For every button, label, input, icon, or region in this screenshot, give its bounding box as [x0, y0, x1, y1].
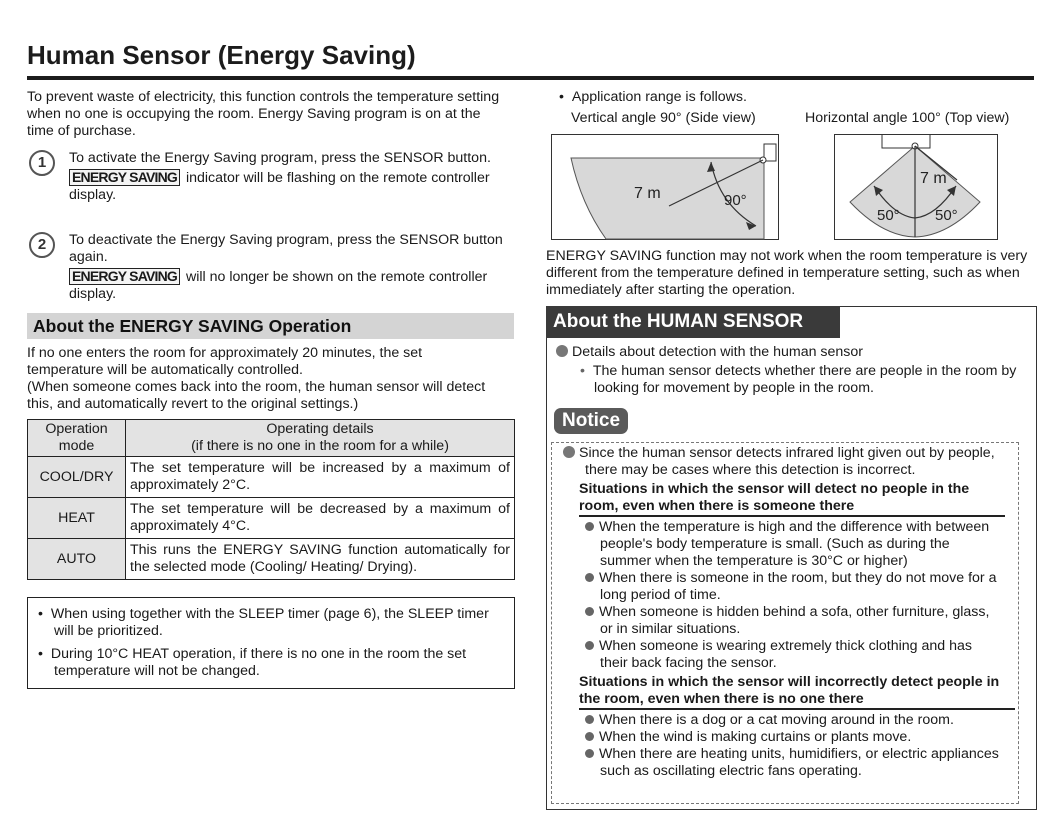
- mode-cell: AUTO: [28, 539, 126, 580]
- group-1-title: Situations in which the sensor will detect no people in the room, even when there is someone there: [579, 481, 1005, 517]
- notice-content: [563, 445, 1003, 780]
- vertical-caption: Vertical angle 90° (Side view): [571, 110, 756, 126]
- notice-tag: Notice: [554, 408, 628, 434]
- top-view-diagram: [834, 134, 998, 240]
- energy-saving-indicator-icon: ENERGY SAVING: [69, 169, 180, 186]
- list-item: When someone is hidden behind a sofa, other furniture, glass, or in similar situations.: [585, 604, 1003, 638]
- horizontal-caption: Horizontal angle 100° (Top view): [805, 110, 1010, 126]
- header-details: Operating details (if there is no one in the room for a while): [126, 420, 515, 457]
- about-operation-para-2: (When someone comes back into the room, the human sensor will detect this, and automatically revert to the original settings.): [27, 379, 486, 412]
- group-2-title: Situations in which the sensor will incorrectly detect people in the room, even when there is no one there: [579, 674, 1015, 710]
- about-operation-heading: About the ENERGY SAVING Operation: [27, 313, 514, 339]
- top-angle-right-label: 50°: [935, 207, 958, 224]
- step-1-text: To activate the Energy Saving program, press the SENSOR button.: [69, 150, 491, 166]
- step-2: [69, 232, 509, 303]
- step-2-text: To deactivate the Energy Saving program, press the SENSOR button again.: [69, 232, 503, 265]
- energy-saving-indicator-icon: ENERGY SAVING: [69, 268, 180, 285]
- step-2-indicator-text: will no longer be shown on the remote controller display.: [69, 269, 488, 302]
- list-item: When the temperature is high and the difference with between people's body temperature is small. (Such as during the summer when the temperature is 30°C or higher): [585, 519, 1003, 570]
- page-title: Human Sensor (Energy Saving): [27, 40, 416, 70]
- about-operation-text: [27, 345, 497, 413]
- title-divider: [27, 76, 1034, 80]
- warning-text: ENERGY SAVING function may not work when the room temperature is very different from the temperature defined in temperature setting, such as when immediately after starting the operation.: [546, 248, 1028, 298]
- mode-cell: COOL/DRY: [28, 457, 126, 498]
- list-item: When there is someone in the room, but they do not move for a long period of time.: [585, 570, 1003, 604]
- table-row: [28, 539, 515, 580]
- note-item: • During 10°C HEAT operation, if there is no one in the room the set temperature will not be changed.: [38, 646, 467, 679]
- group-1-list: [585, 519, 1003, 672]
- step-1-indicator-text: indicator will be flashing on the remote controller display.: [69, 170, 490, 203]
- header-mode: Operation mode: [28, 420, 126, 457]
- list-item: When the wind is making curtains or plants move.: [585, 729, 1003, 746]
- step-1-number: 1: [29, 150, 55, 176]
- top-angle-left-label: 50°: [877, 207, 900, 224]
- table-row: [28, 457, 515, 498]
- list-item: When someone is wearing extremely thick clothing and has their back facing the sensor.: [585, 638, 1003, 672]
- range-bullet: • Application range is follows.: [559, 89, 747, 105]
- list-item: When there is a dog or a cat moving around in the room.: [585, 712, 1003, 729]
- side-view-diagram: [551, 134, 779, 240]
- human-sensor-heading: About the HUMAN SENSOR: [546, 306, 840, 338]
- about-operation-para-1: If no one enters the room for approximately 20 minutes, the set temperature will be automatically controlled.: [27, 345, 423, 378]
- notes-box: [27, 597, 515, 689]
- list-item: When there are heating units, humidifiers, or electric appliances such as oscillating electric fans operating.: [585, 746, 1003, 780]
- details-cell: The set temperature will be decreased by a maximum of approximately 4°C.: [126, 498, 515, 539]
- sensor-details: Details about detection with the human sensor • The human sensor detects whether there are people in the room by looking for movement by people in the room.: [556, 344, 1026, 397]
- notice-intro: Since the human sensor detects infrared light given out by people, there may be cases where this detection is incorrect.: [579, 445, 995, 478]
- details-cell: This runs the ENERGY SAVING function automatically for the selected mode (Cooling/ Heating/ Drying).: [126, 539, 515, 580]
- details-cell: The set temperature will be increased by a maximum of approximately 2°C.: [126, 457, 515, 498]
- details-title: Details about detection with the human sensor: [572, 344, 864, 360]
- side-distance-label: 7 m: [634, 185, 661, 202]
- intro-text: To prevent waste of electricity, this function controls the temperature setting when no one is occupying the room. Energy Saving program is on at the time of purchase.: [27, 89, 500, 139]
- mode-cell: HEAT: [28, 498, 126, 539]
- note-item: • When using together with the SLEEP timer (page 6), the SLEEP timer will be prioritized.: [38, 606, 489, 639]
- top-distance-label: 7 m: [920, 170, 947, 187]
- table-header-row: [28, 420, 515, 457]
- step-1: [69, 150, 509, 204]
- table-row: [28, 498, 515, 539]
- group-2-list: [585, 712, 1003, 780]
- bullet-icon: [556, 345, 568, 357]
- operation-table: [27, 419, 515, 580]
- details-text: The human sensor detects whether there are people in the room by looking for movement by people in the room.: [592, 363, 1017, 396]
- bullet-icon: [563, 446, 575, 458]
- side-angle-label: 90°: [724, 192, 747, 209]
- step-2-number: 2: [29, 232, 55, 258]
